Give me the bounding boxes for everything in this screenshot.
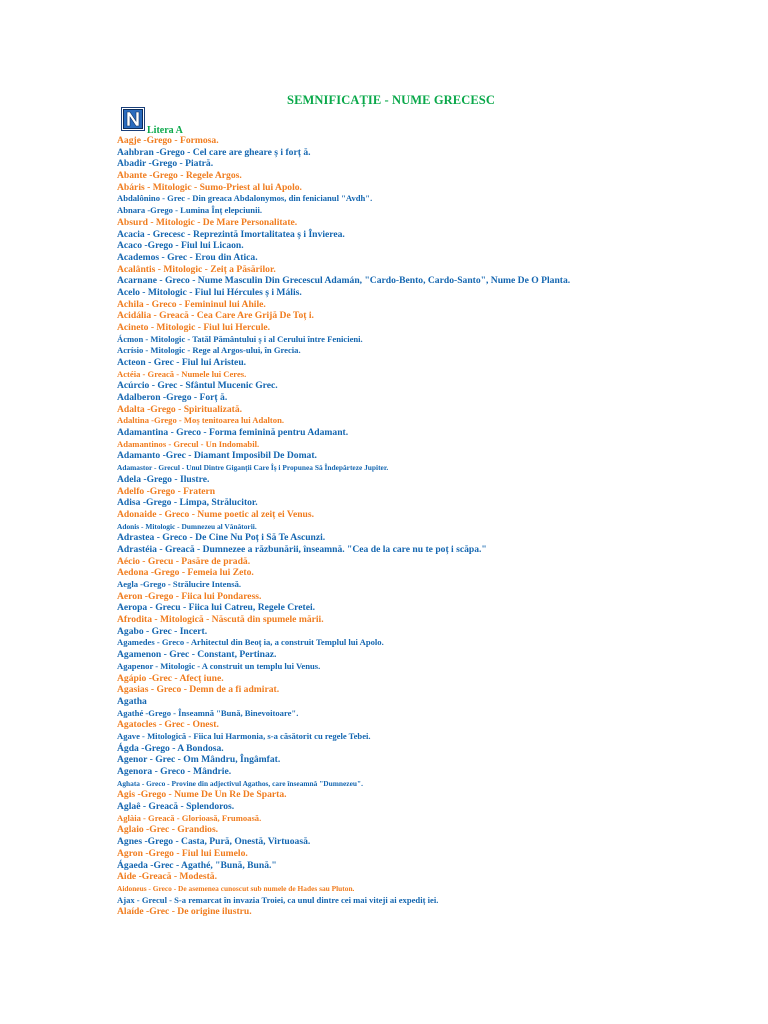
name-entry: Adonaide - Greco - Nume poetic al zeiț ei Venus.	[117, 508, 315, 520]
name-entry: Agnes -Grego - Casta, Pură, Onestă, Virtuoasă.	[117, 836, 311, 848]
name-entry: Acteon - Grec - Fiul lui Aristeu.	[117, 356, 247, 368]
name-entry: Agápio -Grec - Afecț iune.	[117, 672, 224, 684]
name-entry: Agabo - Grec - Incert.	[117, 625, 208, 637]
name-entry: Aedona -Grego - Femeia lui Zeto.	[117, 567, 254, 579]
name-entry: Adamantinos - Grecul - Un Indomabil.	[117, 438, 260, 449]
name-entry: Agis -Grego - Nume De Un Re De Sparta.	[117, 789, 287, 801]
name-entry: Agenor - Grec - Om Mândru, Îngâmfat.	[117, 754, 281, 766]
name-entry: Abnara -Grego - Lumina Înț elepciunii.	[117, 205, 262, 216]
name-entry: Aghata - Greco - Provine din adjectivul Agathos, care înseamnă "Dumnezeu".	[117, 778, 363, 788]
name-entry: Aeropa - Grecu - Fiica lui Catreu, Regele Cretei.	[117, 602, 316, 614]
letter-n-logo-icon	[121, 107, 145, 131]
name-entry: Abante -Grego - Regele Argos.	[117, 170, 242, 182]
name-entry: Ajax - Grecul - S-a remarcat în invazia Troiei, ca unul dintre cei mai viteji ai expediț iei.	[117, 894, 439, 905]
name-entry: Adalta -Grego - Spiritualizată.	[117, 403, 243, 415]
name-entry: Adelfo -Grego - Fratern	[117, 485, 216, 497]
name-entry: Ágaeda -Grec - Agathé, "Bună, Bună."	[117, 859, 277, 871]
name-entry: Adaltina -Grego - Moș tenitoarea lui Adalton.	[117, 415, 285, 426]
name-entry: Agamedes - Greco - Arhitectul din Beoț ia, a construit Templul lui Apolo.	[117, 637, 384, 648]
name-entry: Acineto - Mitologic - Fiul lui Hercule.	[117, 321, 271, 333]
name-entry: Acacia - Grecesc - Reprezintă Imortalitatea ș i Învierea.	[117, 228, 345, 240]
name-entry: Acarnane - Greco - Nume Masculin Din Grecescul Adamán, "Cardo-Bento, Cardo-Santo", Nume De O Planta.	[117, 275, 571, 287]
name-entry: Ácmon - Mitologic - Tatăl Pământului ș i al Cerului între Fenicieni.	[117, 333, 363, 344]
name-entry: Acúrcio - Grec - Sfântul Mucenic Grec.	[117, 380, 278, 392]
name-entry: Agatha	[117, 695, 147, 707]
name-entry: Adamastor - Grecul - Unul Dintre Giganții Care Îș i Propunea Să Îndepărteze Jupiter.	[117, 463, 389, 473]
name-entry: Aglaio -Grec - Grandios.	[117, 824, 219, 836]
name-entry: Actéia - Greacă - Numele lui Ceres.	[117, 368, 247, 379]
name-entry: Adamanto -Grec - Diamant Imposibil De Domat.	[117, 450, 317, 462]
name-entry: Acelo - Mitologic - Fiul lui Hércules ș i Mális.	[117, 286, 302, 298]
name-entry: Agatocles - Grec - Onest.	[117, 719, 219, 731]
name-entry: Aagje -Grego - Formosa.	[117, 135, 219, 146]
name-entry: Absurd - Mitologic - De Mare Personalitate.	[117, 216, 298, 228]
name-entry: Agenora - Greco - Mândrie.	[117, 766, 232, 778]
name-entry: Aegla -Grego - Strălucire Intensă.	[117, 579, 242, 590]
name-entry: Achila - Greco - Femininul lui Ahile.	[117, 298, 266, 310]
name-entry: Alaíde -Grec - De origine ilustru.	[117, 906, 252, 918]
name-entry: Aeron -Grego - Fiica lui Pondaress.	[117, 590, 262, 602]
name-entry: Adalberon -Grego - Forț ă.	[117, 392, 228, 404]
name-entry: Agave - Mitologică - Fiica lui Harmonia, s-a căsătorit cu regele Tebei.	[117, 730, 371, 741]
name-entry: Adela -Grego - Ilustre.	[117, 473, 210, 485]
name-entry: Agamenon - Grec - Constant, Pertinaz.	[117, 649, 277, 661]
section-heading: Litera A	[147, 125, 183, 136]
name-entry: Aahbran -Grego - Cel care are gheare ș i forț ă.	[117, 146, 311, 158]
name-entry: Adrastea - Greco - De Cine Nu Poț i Să Te Ascunzi.	[117, 532, 326, 544]
name-entry: Abadir -Grego - Piatră.	[117, 158, 214, 170]
name-entry: Agathé -Grego - Înseamnă "Bună, Binevoitoare".	[117, 707, 299, 718]
name-entry: Acaco -Grego - Fiul lui Licaon.	[117, 240, 244, 252]
name-entry: Acalântis - Mitologic - Zeiț a Păsărilor.	[117, 263, 276, 275]
name-entry: Aidoneus - Greco - De asemenea cunoscut sub numele de Hades sau Pluton.	[117, 883, 355, 893]
name-entry: Ágda -Grego - A Bondosa.	[117, 742, 224, 754]
name-entry: Agron -Grego - Fiul lui Eumelo.	[117, 847, 248, 859]
name-entry: Agapenor - Mitologic - A construit un templu lui Venus.	[117, 660, 321, 671]
name-entry: Adrastéia - Greacă - Dumnezee a răzbunării, înseamnă. "Cea de la care nu te poț i scăpa."	[117, 543, 487, 555]
name-entry: Aide -Greacă - Modestă.	[117, 871, 217, 883]
name-entry: Afrodita - Mitologică - Născută din spumele mării.	[117, 614, 324, 626]
page-title: SEMNIFICAȚIE - NUME GRECESC	[287, 93, 495, 107]
name-entry: Aécio - Grecu - Pasăre de pradă.	[117, 555, 251, 567]
name-entry: Adonis - Mitologic - Dumnezeu al Vânătorii.	[117, 521, 257, 531]
name-entry: Abáris - Mitologic - Sumo-Priest al lui Apolo.	[117, 181, 302, 193]
name-entry: Adisa -Grego - Limpa, Strălucitor.	[117, 497, 258, 509]
name-entry: Adamantina - Greco - Forma feminină pentru Adamant.	[117, 427, 349, 439]
name-entry: Aglàia - Greacă - Glorioasă, Frumoasă.	[117, 812, 262, 823]
name-entry: Agasias - Greco - Demn de a fi admirat.	[117, 684, 280, 696]
name-entry: Academos - Grec - Erou din Atica.	[117, 251, 258, 263]
name-entry: Abdalônino - Grec - Din greaca Abdalonymos, din fenicianul "Avdh".	[117, 193, 373, 204]
name-entry: Acidália - Greacă - Cea Care Are Grijă De Toț i.	[117, 310, 314, 322]
name-list	[117, 135, 597, 918]
name-entry: Aglaê - Greacă - Splendoros.	[117, 801, 235, 813]
name-entry: Acrísio - Mitologic - Rege al Argos-ului, în Grecia.	[117, 345, 301, 356]
